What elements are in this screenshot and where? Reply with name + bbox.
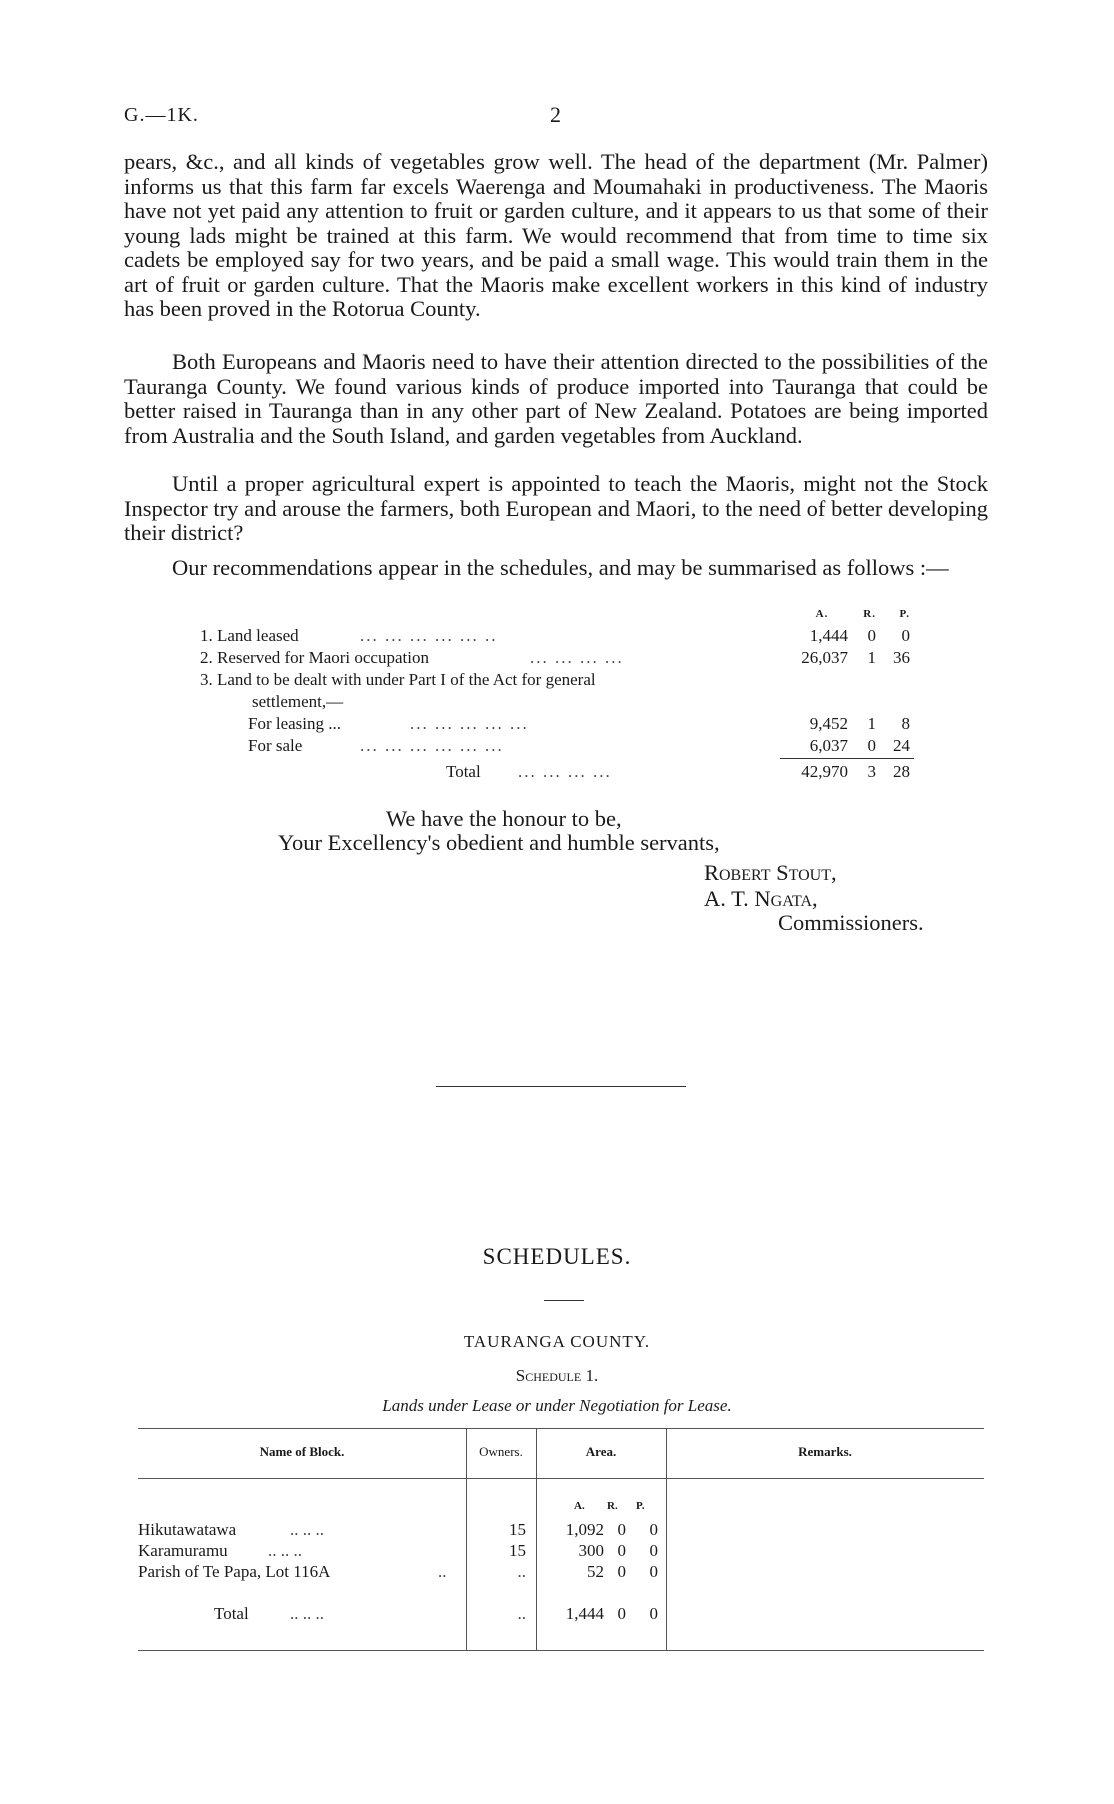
summary-acres: 1,444 — [809, 626, 848, 645]
paragraph-possibilities: Both Europeans and Maoris need to have their attention directed to the possibilities of the Tauranga County. We found various kinds of produce imported into Tauranga that could be better raised in Tauranga than in any other part of New Zealand. Potatoes are being imported from Australia and the South Island, and garden vegetables from Auckland. — [124, 349, 988, 448]
summary-perches: 0 — [901, 626, 910, 645]
area-acres: 52 — [587, 1562, 604, 1581]
area-unit-perches: P. — [636, 1500, 645, 1512]
document-reference: G.—1K. — [124, 104, 199, 126]
total-roods: 0 — [617, 1604, 626, 1623]
summary-row-label: 3. Land to be dealt with under Part I of the Act for general — [200, 670, 596, 689]
schedule-caption: Lands under Lease or under Negotiation for Lease. — [382, 1396, 732, 1415]
paragraph-recommendations: Our recommendations appear in the schedules, and may be summarised as follows :— — [172, 555, 949, 580]
owners-count: 15 — [509, 1541, 526, 1560]
summary-row-label: settlement,— — [252, 692, 344, 711]
summary-row — [200, 626, 920, 648]
area-acres: 1,092 — [565, 1520, 604, 1539]
summary-total-rule — [780, 758, 914, 759]
summary-total-roods: 3 — [867, 762, 876, 781]
column-header-name: Name of Block. — [259, 1444, 345, 1459]
leader-dots: ... ... ... ... ... ... — [360, 736, 504, 755]
closing-line: We have the honour to be, — [386, 806, 622, 831]
signatory-role: Commissioners. — [778, 910, 924, 935]
total-label: Total — [214, 1604, 249, 1623]
leader-dots: ... ... ... ... ... .. — [360, 626, 498, 645]
column-divider — [666, 1428, 667, 1650]
summary-total-row — [200, 762, 920, 784]
signatory-name: Robert Stout, — [704, 860, 837, 885]
summary-header-perches: P. — [899, 608, 910, 620]
table-top-rule — [138, 1428, 984, 1429]
block-name: Hikutawatawa — [138, 1520, 237, 1539]
leader-dots: ... ... ... ... — [518, 762, 612, 781]
block-name: Parish of Te Papa, Lot 116A — [138, 1562, 331, 1581]
area-roods: 0 — [617, 1520, 626, 1539]
summary-roods: 1 — [867, 714, 876, 733]
area-roods: 0 — [617, 1562, 626, 1581]
area-perches: 0 — [649, 1562, 658, 1581]
area-perches: 0 — [649, 1541, 658, 1560]
leader-dots: .. — [438, 1562, 447, 1581]
section-separator — [436, 1086, 686, 1087]
total-perches: 0 — [649, 1604, 658, 1623]
summary-row-label: For leasing ... — [248, 714, 342, 733]
summary-row — [200, 648, 920, 670]
summary-perches: 36 — [893, 648, 910, 667]
total-acres: 1,444 — [565, 1604, 604, 1623]
area-perches: 0 — [649, 1520, 658, 1539]
summary-acres: 9,452 — [809, 714, 848, 733]
table-header-rule — [138, 1478, 984, 1479]
schedules-title: SCHEDULES. — [482, 1244, 632, 1269]
summary-roods: 1 — [867, 648, 876, 667]
schedule-number: Schedule 1. — [515, 1366, 599, 1385]
summary-row — [200, 736, 920, 758]
summary-total-acres: 42,970 — [801, 762, 848, 781]
summary-row — [200, 714, 920, 736]
summary-acres: 6,037 — [809, 736, 848, 755]
area-unit-roods: R. — [607, 1500, 618, 1512]
summary-row — [200, 670, 920, 692]
owners-count: 15 — [509, 1520, 526, 1539]
leader-dots: ... ... ... ... ... — [410, 714, 529, 733]
summary-row-label: For sale — [248, 736, 303, 755]
block-name: Karamuramu — [138, 1541, 228, 1560]
column-header-owners: Owners. — [479, 1444, 523, 1459]
summary-acres: 26,037 — [801, 648, 848, 667]
summary-perches: 24 — [893, 736, 910, 755]
signatory-name: A. T. Ngata, — [704, 886, 818, 911]
summary-row-label: 2. Reserved for Maori occupation — [200, 648, 429, 667]
area-acres: 300 — [578, 1541, 604, 1560]
summary-perches: 8 — [901, 714, 910, 733]
column-header-area: Area. — [585, 1444, 617, 1459]
leader-dots: .. .. .. — [290, 1520, 324, 1539]
summary-total-label: Total — [446, 762, 481, 781]
paragraph-agricultural-expert: Until a proper agricultural expert is appointed to teach the Maoris, might not the Stock Inspector try and arouse the farmers, both European and Maori, to the need of better developing their district? — [124, 471, 988, 545]
area-roods: 0 — [617, 1541, 626, 1560]
closing-line: Your Excellency's obedient and humble servants, — [278, 830, 720, 855]
table-bottom-rule — [138, 1650, 984, 1651]
summary-total-perches: 28 — [893, 762, 910, 781]
summary-header-roods: R. — [863, 608, 876, 620]
area-unit-acres: A. — [574, 1500, 585, 1512]
summary-row-label: 1. Land leased — [200, 626, 299, 645]
page-number: 2 — [550, 102, 561, 127]
leader-dots: ... ... ... ... — [530, 648, 624, 667]
summary-header-acres: A. — [815, 608, 829, 620]
column-divider — [536, 1428, 537, 1650]
title-rule — [544, 1300, 584, 1301]
summary-row — [200, 692, 920, 714]
owners-count: .. — [517, 1562, 526, 1581]
summary-roods: 0 — [867, 736, 876, 755]
owners-count: .. — [517, 1604, 526, 1623]
leader-dots: .. .. .. — [268, 1541, 302, 1560]
leader-dots: .. .. .. — [290, 1604, 324, 1623]
column-header-remarks: Remarks. — [798, 1444, 852, 1459]
county-heading: TAURANGA COUNTY. — [463, 1332, 651, 1351]
summary-roods: 0 — [867, 626, 876, 645]
paragraph-farm: pears, &c., and all kinds of vegetables grow well. The head of the department (Mr. Palmer) informs us that this farm far excels Waerenga and Moumahaki in productiveness. The Maoris have not yet paid any attention to fruit or garden culture, and it appears to us that some of their young lads might be trained at this farm. We would recommend that from time to time six cadets be employed say for two years, and be paid a small wage. This would train them in the art of fruit or garden culture. That the Maoris make excellent workers in this kind of industry has been proved in the Rotorua County. — [124, 149, 988, 321]
